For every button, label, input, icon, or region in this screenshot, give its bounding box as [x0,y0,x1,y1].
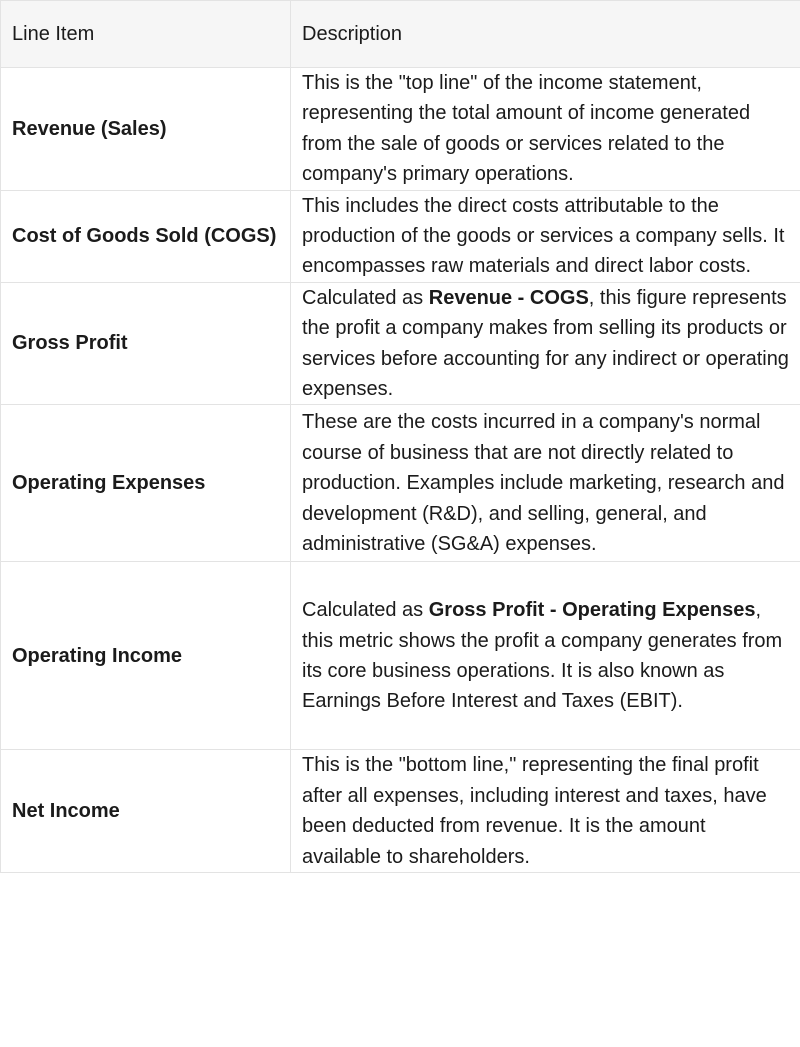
description-cell [291,282,800,405]
description-text-after: , this metric shows the profit a company generates from its core business operations. It is also known as Earnings Before Interest and Taxes (EBIT). [302,599,783,713]
table-header [1,1,800,68]
line-item-cell: Operating Income [1,562,291,750]
line-item-cell: Revenue (Sales) [1,68,291,191]
description-bold-text: Revenue - COGS [428,286,589,309]
table-row [1,68,800,191]
header-line-item: Line Item [1,1,291,68]
line-item-cell: Cost of Goods Sold (COGS) [1,190,291,282]
table-body [1,68,800,873]
table-row [1,750,800,873]
description-bold-text: Gross Profit - Operating Expenses [428,599,756,622]
description-text: This includes the direct costs attributable to the production of the goods or services a company sells. It encompasses raw materials and direct labor costs. [302,194,785,278]
description-cell [291,562,800,750]
line-item-cell: Net Income [1,750,291,873]
description-text: These are the costs incurred in a company's normal course of business that are not directly related to production. Examples include marketing, research and development (R&D), and selling, general, and administrative (SG&A) expenses. [302,411,785,556]
description-text: Calculated as [302,599,429,622]
description-text: This is the "bottom line," representing the final profit after all expenses, including interest and taxes, have been deducted from revenue. It is the amount available to shareholders. [302,754,767,868]
header-description: Description [291,1,800,68]
description-cell [291,190,800,282]
table-row [1,190,800,282]
line-item-cell: Operating Expenses [1,405,291,562]
description-cell [291,750,800,873]
table-row [1,562,800,750]
description-cell [291,405,800,562]
line-item-cell: Gross Profit [1,282,291,405]
header-row [1,1,800,68]
description-text: This is the "top line" of the income statement, representing the total amount of income generated from the sale of goods or services related to the company's primary operations. [302,72,751,186]
description-cell [291,68,800,191]
description-text: Calculated as [302,286,429,309]
table-row [1,405,800,562]
table-row [1,282,800,405]
description-text-after: , this figure represents the profit a company makes from selling its products or services before accounting for any indirect or operating expenses. [302,286,789,401]
